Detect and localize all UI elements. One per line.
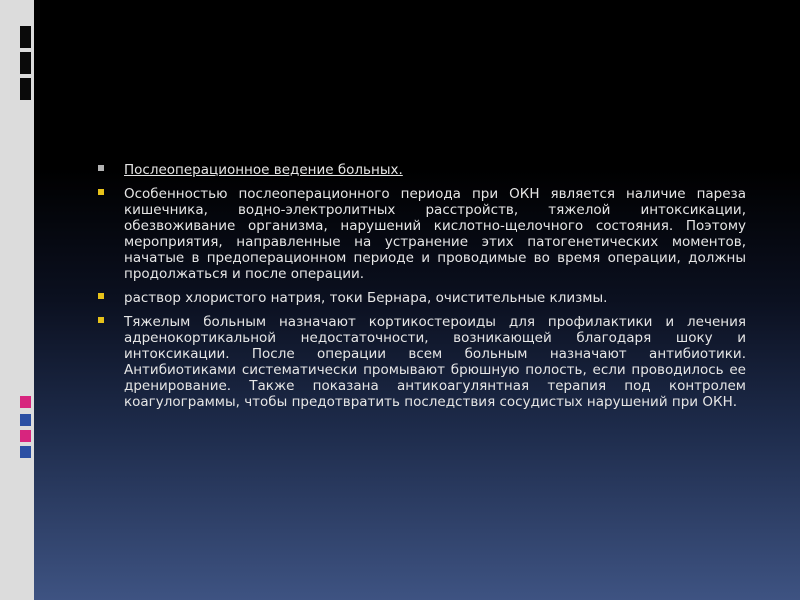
bullet-marker-icon: [98, 317, 104, 323]
bullet-marker-icon: [98, 165, 104, 171]
slide-body: [98, 162, 746, 418]
bullet-marker-icon: [98, 293, 104, 299]
bullet-item: [98, 186, 746, 282]
bullet-item: [98, 290, 746, 306]
bullet-text: Особенностью послеоперационного периода при ОКН является наличие пареза кишечника, водно-электролитных расстройств, тяжелой интоксикации, обезвоживание организма, нарушений кислотно-щелочного состояния. Поэтому мероприятия, направленные на устранение этих патогенетических моментов, начатые в предоперационном периоде и проводимые во время операции, должны продолжаться и после операции.: [124, 186, 746, 282]
bullet-text: раствор хлористого натрия, токи Бернара, очистительные клизмы.: [124, 290, 608, 306]
bullet-item: [98, 314, 746, 410]
bullet-item: [98, 162, 746, 178]
bullet-marker-icon: [98, 189, 104, 195]
section-heading: Послеоперационное ведение больных.: [124, 162, 403, 178]
bullet-text: Тяжелым больным назначают кортикостероиды для профилактики и лечения адренокортикальной недостаточности, возникающей благодаря шоку и интоксикации. После операции всем больным назначают антибиотики. Антибиотиками систематически промывают брюшную полость, если проводилось ее дренирование. Также показана антикоагулянтная терапия под контролем коагулограммы, чтобы предотвратить последствия сосудистых нарушений при ОКН.: [124, 314, 746, 410]
